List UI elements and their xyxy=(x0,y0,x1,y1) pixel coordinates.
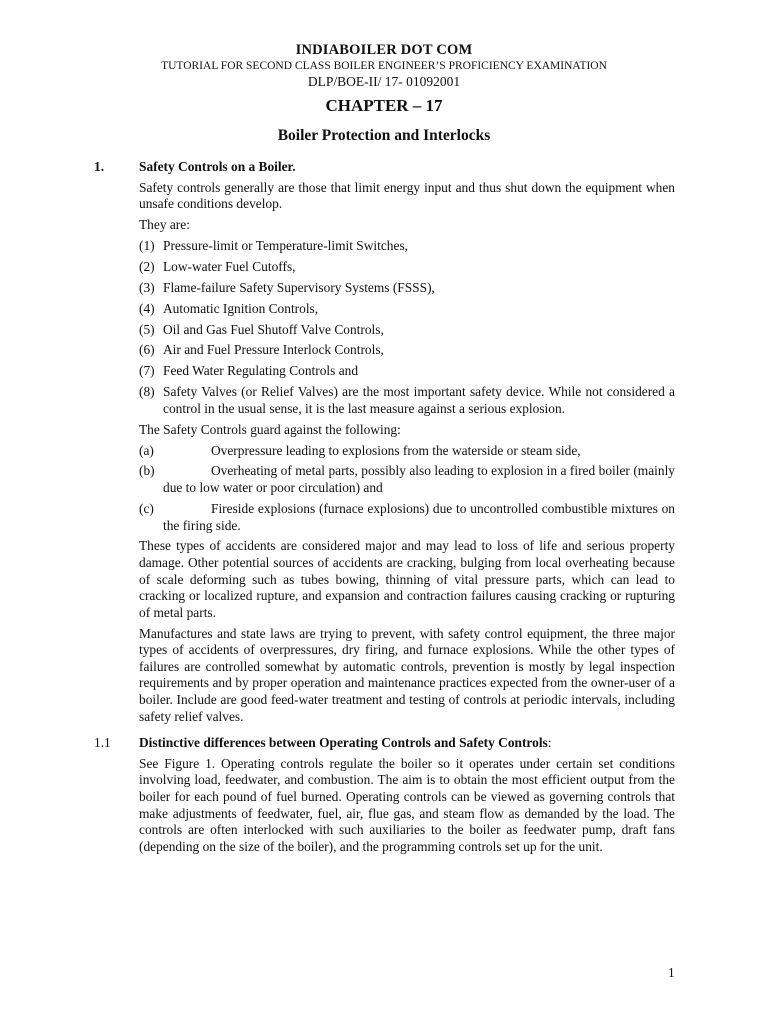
accidents-paragraph: These types of accidents are considered major and may lead to loss of life and serious property damage. Other potential sources of accidents are cracking, bulging from local overheating because of scale deforming such as tubes bowing, thinning of vital pressure parts, which can lead to cracking or localized rupture, and expansion and contraction failures causing cracking or rupturing of metal parts. xyxy=(139,538,675,620)
org-name: INDIABOILER DOT COM xyxy=(295,42,473,58)
list-item: (4) Automatic Ignition Controls, xyxy=(139,300,319,316)
section-title: Distinctive differences between Operating Controls and Safety Controls: xyxy=(139,735,552,751)
tutorial-title: TUTORIAL FOR SECOND CLASS BOILER ENGINEER’S PROFICIENCY EXAMINATION xyxy=(161,60,607,72)
section-number: 1.1 xyxy=(94,735,111,751)
list-item: (8) Safety Valves (or Relief Valves) are the most important safety device. While not considered a control in the usual sense, it is the last measure against a serious explosion. xyxy=(139,384,675,416)
section-1-1-paragraph: See Figure 1. Operating controls regulate the boiler so it operates under certain set conditions involving load, feedwater, and combustion. The aim is to obtain the most efficient output from the boiler for each pound of fuel burned. Operating controls can be viewed as governing controls that make adjustments of feedwater, fuel, air, flue gas, and steam flow as demanded by the load. The controls are often interlocked with such auxiliaries to the boiler as feedwater pump, draft fans (depending on the size of the boiler), and the programming controls set up for the unit. xyxy=(139,755,675,854)
list-item: (7) Feed Water Regulating Controls and xyxy=(139,363,359,379)
section-1-1-heading xyxy=(0,735,768,752)
guard-item: (c) Fireside explosions (furnace explosions) due to uncontrolled combustible mixtures on the firing side. xyxy=(139,500,675,533)
body-content xyxy=(0,159,768,860)
list-item: (2) Low-water Fuel Cutoffs, xyxy=(139,258,296,274)
guard-item: (a) Overpressure leading to explosions from the waterside or steam side, xyxy=(139,442,581,458)
guard-item: (b) Overheating of metal parts, possibly also leading to explosion in a fired boiler (mainly due to low water or poor circulation) and xyxy=(139,463,675,496)
list-item: (1) Pressure-limit or Temperature-limit Switches, xyxy=(139,237,408,253)
page-number: 1 xyxy=(668,965,675,980)
chapter-heading: CHAPTER – 17 xyxy=(325,96,443,115)
state-laws-paragraph: Manufactures and state laws are trying to prevent, with safety control equipment, the three major types of accidents of overpressures, dry firing, and furnace explosions. While the other types of failures are controlled somewhat by automatic controls, prevention is mostly by legal inspection requirements and by proper operation and maintenance practices expected from the owner-user of a boiler. Include are good feed-water treatment and testing of controls at periodic intervals, including safety relief valves. xyxy=(139,625,675,724)
section-1-heading xyxy=(0,159,768,176)
chapter-title: Boiler Protection and Interlocks xyxy=(277,127,491,144)
section-number: 1. xyxy=(94,159,105,174)
document-code: DLP/BOE-II/ 17- 01092001 xyxy=(307,74,461,89)
list-item: (6) Air and Fuel Pressure Interlock Controls, xyxy=(139,342,384,358)
section-1-intro: Safety controls generally are those that limit energy input and thus shut down the equipment when unsafe conditions develop. xyxy=(139,179,675,212)
list-item: (5) Oil and Gas Fuel Shutoff Valve Controls, xyxy=(139,321,384,337)
section-title: Safety Controls on a Boiler. xyxy=(139,159,296,174)
list-item: (3) Flame-failure Safety Supervisory Systems (FSSS), xyxy=(139,279,435,295)
guards-intro: The Safety Controls guard against the following: xyxy=(139,421,401,437)
controls-list-intro: They are: xyxy=(139,217,190,233)
